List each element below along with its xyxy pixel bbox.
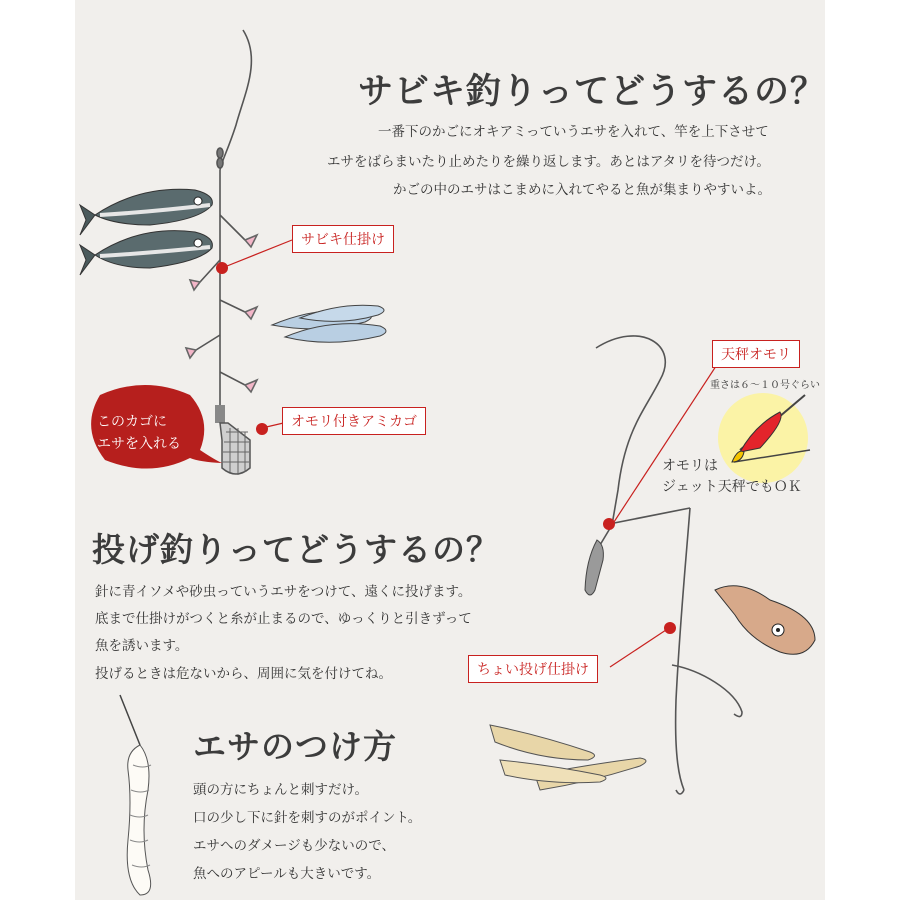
nage-text-line-1: 針に青イソメや砂虫っていうエサをつけて、遠くに投げます。: [95, 584, 472, 600]
bait-text-line-1: 頭の方にちょんと刺すだけ。: [193, 782, 368, 798]
speech-bubble: [97, 411, 181, 455]
bait-text-line-3: エサへのダメージも少ないので、: [193, 838, 395, 854]
tenbin-rig-illustration: [596, 336, 742, 794]
marker-dot-tenbin: [603, 518, 615, 530]
whiting-illustration: [490, 725, 646, 790]
bait-worm-illustration: [120, 695, 151, 895]
feeder-cage-illustration: [215, 405, 250, 475]
tenbin-alt-line-1: オモリは: [662, 458, 718, 474]
sabiki-title: サビキ釣りってどうするの？: [358, 72, 827, 112]
choinage-rig-label: ちょい投げ仕掛け: [468, 655, 598, 683]
marker-dot-choinage: [664, 622, 676, 634]
sabiki-rig-illustration: [186, 30, 257, 405]
marker-dot-cage: [256, 423, 268, 435]
tenbin-alt-note: [662, 456, 802, 498]
bubble-line-1: このカゴに: [97, 414, 167, 430]
tenbin-weight-note: 重さは６～１０号ぐらい: [710, 380, 820, 391]
sardine-illustration: [272, 305, 386, 342]
sabiki-rig-label: サビキ仕掛け: [292, 225, 394, 253]
cage-label: オモリ付きアミカゴ: [282, 407, 426, 435]
nage-title: 投げ釣りってどうするの？: [92, 530, 500, 569]
sabiki-text-line-3: かごの中のエサはこまめに入れてやると魚が集まりやすいよ。: [393, 182, 771, 198]
sinker-illustration: [585, 540, 603, 595]
leader-lines: [222, 240, 720, 667]
marker-dot-sabiki: [216, 262, 228, 274]
bait-text-line-2: 口の少し下に針を刺すのがポイント。: [193, 810, 422, 826]
nage-text-line-2: 底まで仕掛けがつくと糸が止まるので、ゆっくりと引きずって: [95, 611, 472, 627]
horse-mackerel-illustration: [80, 189, 212, 275]
goby-illustration: [715, 586, 815, 655]
bubble-line-2: エサを入れる: [97, 436, 181, 452]
bait-text-line-4: 魚へのアピールも大きいです。: [193, 866, 381, 882]
tenbin-label: 天秤オモリ: [712, 340, 800, 368]
tenbin-alt-line-2: ジェット天秤でもＯＫ: [662, 479, 802, 495]
bait-title: エサのつけ方: [193, 727, 397, 766]
sabiki-text-line-1: 一番下のかごにオキアミっていうエサを入れて、竿を上下させて: [378, 124, 769, 140]
nage-text-line-4: 投げるときは危ないから、周囲に気を付けてね。: [95, 666, 392, 682]
sabiki-text-line-2: エサをばらまいたり止めたりを繰り返します。あとはアタリを待つだけ。: [327, 154, 770, 170]
nage-text-line-3: 魚を誘います。: [95, 638, 189, 654]
